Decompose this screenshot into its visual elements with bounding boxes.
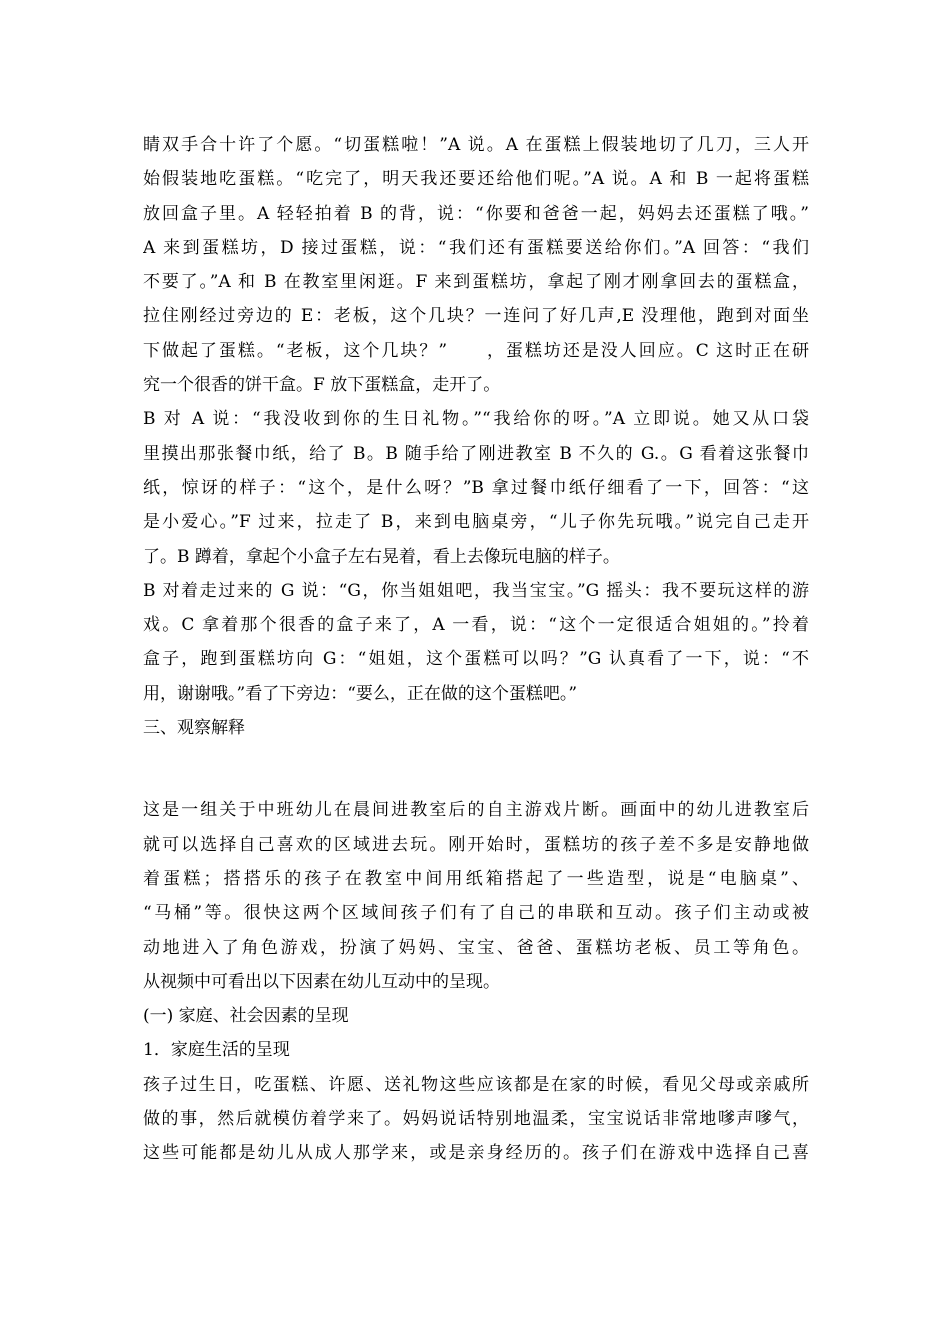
- body-line: 戏。C 拿着那个很香的盒子来了，A 一看，说：“这个一定很适合姐姐的。”拎着: [143, 615, 809, 636]
- body-line: A 来到蛋糕坊，D 接过蛋糕，说：“我们还有蛋糕要送给你们。”A 回答：“我们: [143, 237, 809, 258]
- body-line: 了。B 蹲着，拿起个小盒子左右晃着，看上去像玩电脑的样子。: [143, 546, 620, 567]
- body-line: 这些可能都是幼儿从成人那学来，或是亲身经历的。孩子们在游戏中选择自己喜: [143, 1143, 809, 1164]
- body-line: 始假装地吃蛋糕。“吃完了，明天我还要还给他们呢。”A 说。A 和 B 一起将蛋糕: [143, 169, 809, 190]
- document-body: [143, 128, 809, 1171]
- subheading: (一) 家庭、社会因素的呈现: [143, 1006, 349, 1027]
- body-line: 盒子，跑到蛋糕坊向 G：“姐姐，这个蛋糕可以吗？”G 认真看了一下，说：“不: [143, 649, 809, 670]
- body-line: “马桶”等。很快这两个区域间孩子们有了自己的串联和互动。孩子们主动或被: [143, 903, 809, 924]
- body-line: 从视频中可看出以下因素在幼儿互动中的呈现。: [143, 971, 500, 992]
- body-line: 做的事，然后就模仿着学来了。妈妈说话特别地温柔，宝宝说话非常地嗲声嗲气，: [143, 1109, 809, 1130]
- body-line: 动地进入了角色游戏，扮演了妈妈、宝宝、爸爸、蛋糕坊老板、员工等角色。: [143, 937, 809, 958]
- body-line: 是小爱心。”F 过来，拉走了 B，来到电脑桌旁，“儿子你先玩哦。”说完自己走开: [143, 512, 809, 533]
- body-line: 不要了。”A 和 B 在教室里闲逛。F 来到蛋糕坊，拿起了刚才刚拿回去的蛋糕盒，: [143, 272, 809, 293]
- body-line: 着蛋糕；搭搭乐的孩子在教室中间用纸箱搭起了一些造型，说是“电脑桌”、: [143, 868, 809, 889]
- body-line: 用，谢谢哦。”看了下旁边：“要么，正在做的这个蛋糕吧。”: [143, 683, 578, 704]
- body-line: 拉住刚经过旁边的 E：老板，这个几块？一连问了好几声,E 没理他，跑到对面坐: [143, 306, 809, 327]
- body-line: 纸，惊讶的样子：“这个，是什么呀？”B 拿过餐巾纸仔细看了一下，回答：“这: [143, 477, 809, 498]
- body-line: 就可以选择自己喜欢的区域进去玩。刚开始时，蛋糕坊的孩子差不多是安静地做: [143, 834, 809, 855]
- subheading: 1．家庭生活的呈现: [143, 1040, 290, 1061]
- body-line: B 对 A 说：“我没收到你的生日礼物。”“我给你的呀。”A 立即说。她又从口袋: [143, 409, 809, 430]
- body-line: 里摸出那张餐巾纸，给了 B。B 随手给了刚进教室 B 不久的 G.。G 看着这张餐巾: [143, 443, 809, 464]
- body-line: 究一个很香的饼干盒。F 放下蛋糕盒，走开了。: [143, 375, 501, 396]
- section-heading: 三、观察解释: [143, 718, 245, 739]
- body-line: 这是一组关于中班幼儿在晨间进教室后的自主游戏片断。画面中的幼儿进教室后: [143, 800, 809, 821]
- body-line: 放回盒子里。A 轻轻拍着 B 的背，说：“你要和爸爸一起，妈妈去还蛋糕了哦。”: [143, 203, 809, 224]
- body-line: 睛双手合十许了个愿。“切蛋糕啦！”A 说。A 在蛋糕上假装地切了几刀，三人开: [143, 135, 809, 155]
- body-line: B 对着走过来的 G 说：“G，你当姐姐吧，我当宝宝。”G 摇头：我不要玩这样的游: [143, 580, 809, 601]
- body-line: 下做起了蛋糕。“老板，这个几块？” ，蛋糕坊还是没人回应。C 这时正在研: [143, 340, 809, 361]
- paragraph-gap: [143, 745, 809, 793]
- body-line: 孩子过生日，吃蛋糕、许愿、送礼物这些应该都是在家的时候，看见父母或亲戚所: [143, 1074, 809, 1095]
